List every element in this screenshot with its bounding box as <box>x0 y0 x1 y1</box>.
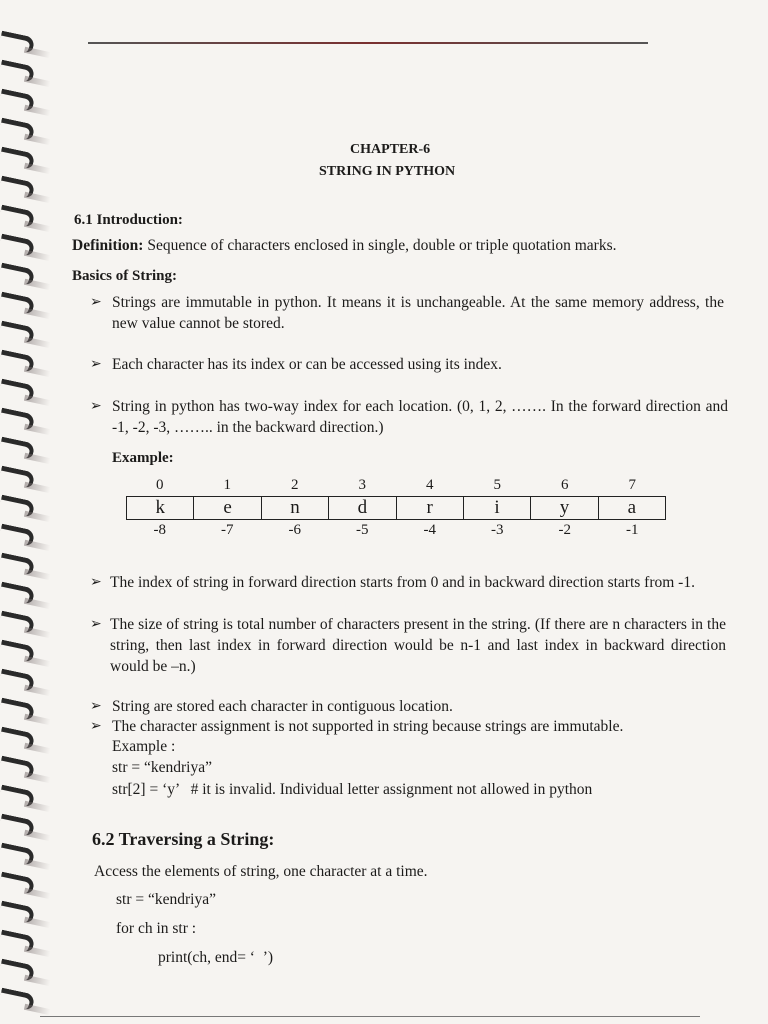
backward-index: -8 <box>153 522 166 538</box>
binding-coil <box>0 872 35 895</box>
forward-index: 5 <box>493 477 501 493</box>
binding-coil <box>0 205 35 228</box>
binding-coil <box>0 292 35 315</box>
binding-coil <box>0 669 35 692</box>
binding-coil <box>0 118 35 141</box>
binding-coil <box>0 321 35 344</box>
binding-coil <box>0 785 35 808</box>
binding-coil <box>0 988 35 1011</box>
assignment-example-label: Example : <box>112 738 176 755</box>
binding-coil <box>0 930 35 953</box>
binding-coil <box>0 176 35 199</box>
binding-coil <box>0 147 35 170</box>
char-cell: n <box>262 497 329 519</box>
char-cell: e <box>194 497 261 519</box>
forward-index: 2 <box>291 477 299 493</box>
bullet-string-size: The size of string is total number of characters present in the string. (If there are n characters in the string, then last index in forward direction would be n-1 and last index in backward direction would be –n.) <box>110 616 726 675</box>
backward-index: -3 <box>491 522 504 538</box>
assignment-example-line1: str = “kendriya” <box>112 759 212 776</box>
backward-index: -2 <box>558 522 571 538</box>
bullet-arrow-icon: ➢ <box>90 399 102 414</box>
binding-coil <box>0 89 35 112</box>
binding-coil <box>0 466 35 489</box>
binding-coil <box>0 60 35 83</box>
char-cell: d <box>329 497 396 519</box>
backward-index: -4 <box>423 522 436 538</box>
binding-coil <box>0 727 35 750</box>
code-line-2: for ch in str : <box>116 920 197 937</box>
bullet-arrow-icon: ➢ <box>90 295 102 310</box>
binding-coil <box>0 611 35 634</box>
top-rule <box>88 42 648 44</box>
string-index-table <box>126 496 666 520</box>
section-heading-6-2: 6.2 Traversing a String: <box>92 829 275 849</box>
bullet-index-access: Each character has its index or can be accessed using its index. <box>112 356 502 373</box>
char-cell: i <box>464 497 531 519</box>
definition-label: Definition: <box>72 237 144 254</box>
code-line-1: str = “kendriya” <box>116 891 216 908</box>
backward-index-row <box>126 522 666 539</box>
char-cell: r <box>397 497 464 519</box>
bullet-two-way-index: String in python has two-way index for each location. (0, 1, 2, ……. In the forward direction and -1, -2, -3, …….. in the backward direction.) <box>112 398 728 436</box>
binding-coil <box>0 582 35 605</box>
assignment-example-line2: str[2] = ‘y’ # it is invalid. Individual letter assignment not allowed in python <box>112 781 593 798</box>
binding-coil <box>0 959 35 982</box>
bullet-forward-backward: The index of string in forward direction starts from 0 and in backward direction starts from -1. <box>110 574 695 591</box>
basics-heading: Basics of String: <box>72 268 177 284</box>
binding-coil <box>0 901 35 924</box>
binding-coil <box>0 524 35 547</box>
backward-index: -6 <box>288 522 301 538</box>
forward-index: 4 <box>426 477 434 493</box>
forward-index: 0 <box>156 477 164 493</box>
forward-index: 7 <box>628 477 636 493</box>
code-line-3: print(ch, end= ‘ ’) <box>158 949 274 966</box>
bullet-arrow-icon: ➢ <box>90 357 102 372</box>
forward-index: 6 <box>561 477 569 493</box>
binding-coil <box>0 408 35 431</box>
char-cell: y <box>531 497 598 519</box>
bullet-arrow-icon: ➢ <box>90 719 102 734</box>
backward-index: -5 <box>356 522 369 538</box>
definition-text: Sequence of characters enclosed in single, double or triple quotation marks. <box>143 237 617 254</box>
forward-index: 3 <box>358 477 366 493</box>
backward-index: -1 <box>626 522 639 538</box>
binding-coil <box>0 814 35 837</box>
section-heading-6-1: 6.1 Introduction: <box>74 212 183 228</box>
binding-coil <box>0 640 35 663</box>
char-cell: a <box>627 497 637 518</box>
chapter-number: CHAPTER-6 <box>350 142 431 157</box>
bullet-arrow-icon: ➢ <box>90 699 102 714</box>
bullet-assignment: The character assignment is not supported in string because strings are immutable. <box>112 718 624 735</box>
binding-coil <box>0 437 35 460</box>
example-label: Example: <box>112 450 174 466</box>
binding-coil <box>0 843 35 866</box>
binding-coil <box>0 756 35 779</box>
traversal-intro: Access the elements of string, one character at a time. <box>94 863 428 880</box>
chapter-title: STRING IN PYTHON <box>319 164 456 179</box>
binding-coil <box>0 698 35 721</box>
binding-coil <box>0 350 35 373</box>
forward-index-row <box>126 477 666 494</box>
binding-coil <box>0 263 35 286</box>
binding-coil <box>0 234 35 257</box>
definition <box>72 236 617 256</box>
bottom-rule <box>40 1016 700 1017</box>
binding-coil <box>0 553 35 576</box>
spiral-binding <box>0 30 62 1020</box>
bullet-arrow-icon: ➢ <box>90 575 102 590</box>
bullet-contiguous: String are stored each character in contiguous location. <box>112 698 453 715</box>
forward-index: 1 <box>223 477 231 493</box>
binding-coil <box>0 31 35 54</box>
binding-coil <box>0 379 35 402</box>
binding-coil <box>0 495 35 518</box>
bullet-immutable: Strings are immutable in python. It means it is unchangeable. At the same memory address, the new value cannot be stored. <box>112 294 724 332</box>
backward-index: -7 <box>221 522 234 538</box>
bullet-arrow-icon: ➢ <box>90 617 102 632</box>
char-cell: k <box>127 497 194 519</box>
